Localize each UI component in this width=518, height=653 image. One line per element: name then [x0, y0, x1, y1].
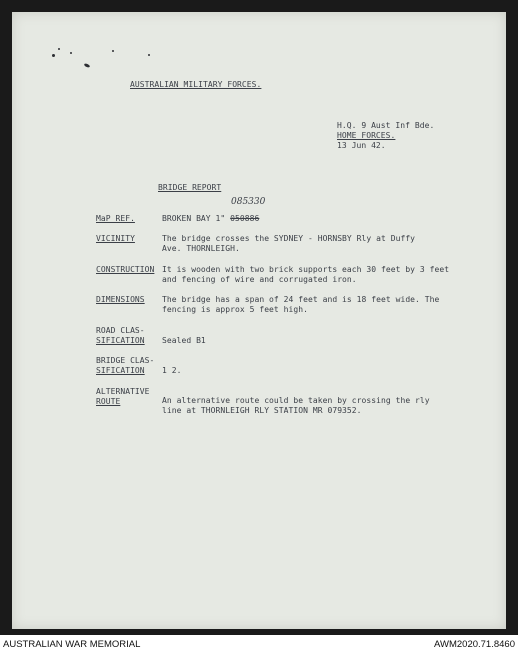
construction-line-2: and fencing of wire and corrugated iron.: [162, 275, 357, 284]
archive-footer: [0, 635, 518, 653]
report-title: BRIDGE REPORT: [158, 183, 222, 192]
dimensions-line-1: The bridge has a span of 24 feet and is 18 feet wide. The: [162, 295, 440, 304]
vicinity-line-2: Ave. THORNLEIGH.: [162, 244, 240, 253]
alt-route-line-2: line at THORNLEIGH RLY STATION MR 079352.: [162, 406, 362, 415]
archive-reference: AWM2020.71.8460: [434, 639, 515, 650]
road-class-label-2: SIFICATION: [96, 336, 145, 345]
map-ref-sheet: BROKEN BAY 1": [162, 214, 226, 223]
road-class-value: Sealed B1: [162, 336, 206, 345]
construction-line-1: It is wooden with two brick supports each 30 feet by 3 feet: [162, 265, 450, 274]
archive-name: AUSTRALIAN WAR MEMORIAL: [3, 639, 141, 650]
bridge-class-value: 1 2.: [162, 366, 182, 375]
map-ref-value: [162, 214, 259, 224]
hq-line-2: HOME FORCES.: [337, 131, 396, 140]
hq-line-3: 13 Jun 42.: [337, 141, 386, 150]
alt-route-label-2: ROUTE: [96, 397, 121, 406]
road-class-label-1: ROAD CLAS-: [96, 326, 145, 335]
bridge-class-label-2: SIFICATION: [96, 366, 145, 375]
alt-route-line-1: An alternative route could be taken by crossing the rly: [162, 396, 430, 405]
hq-line-1: H.Q. 9 Aust Inf Bde.: [337, 121, 435, 130]
map-ref-struck-number: 050886: [230, 214, 260, 223]
dimensions-label: DIMENSIONS: [96, 295, 145, 304]
bridge-class-label-1: BRIDGE CLAS-: [96, 356, 155, 365]
vicinity-label: VICINITY: [96, 234, 135, 243]
handwritten-map-reference: 085330: [231, 197, 266, 207]
document-heading: AUSTRALIAN MILITARY FORCES.: [130, 80, 262, 89]
vicinity-line-1: The bridge crosses the SYDNEY - HORNSBY Rly at Duffy: [162, 234, 416, 243]
alt-route-label-1: ALTERNATIVE: [96, 387, 150, 396]
construction-label: CONSTRUCTION: [96, 265, 155, 274]
document-page: [12, 12, 506, 629]
map-ref-label: MaP REF.: [96, 214, 135, 223]
dimensions-line-2: fencing is approx 5 feet high.: [162, 305, 308, 314]
